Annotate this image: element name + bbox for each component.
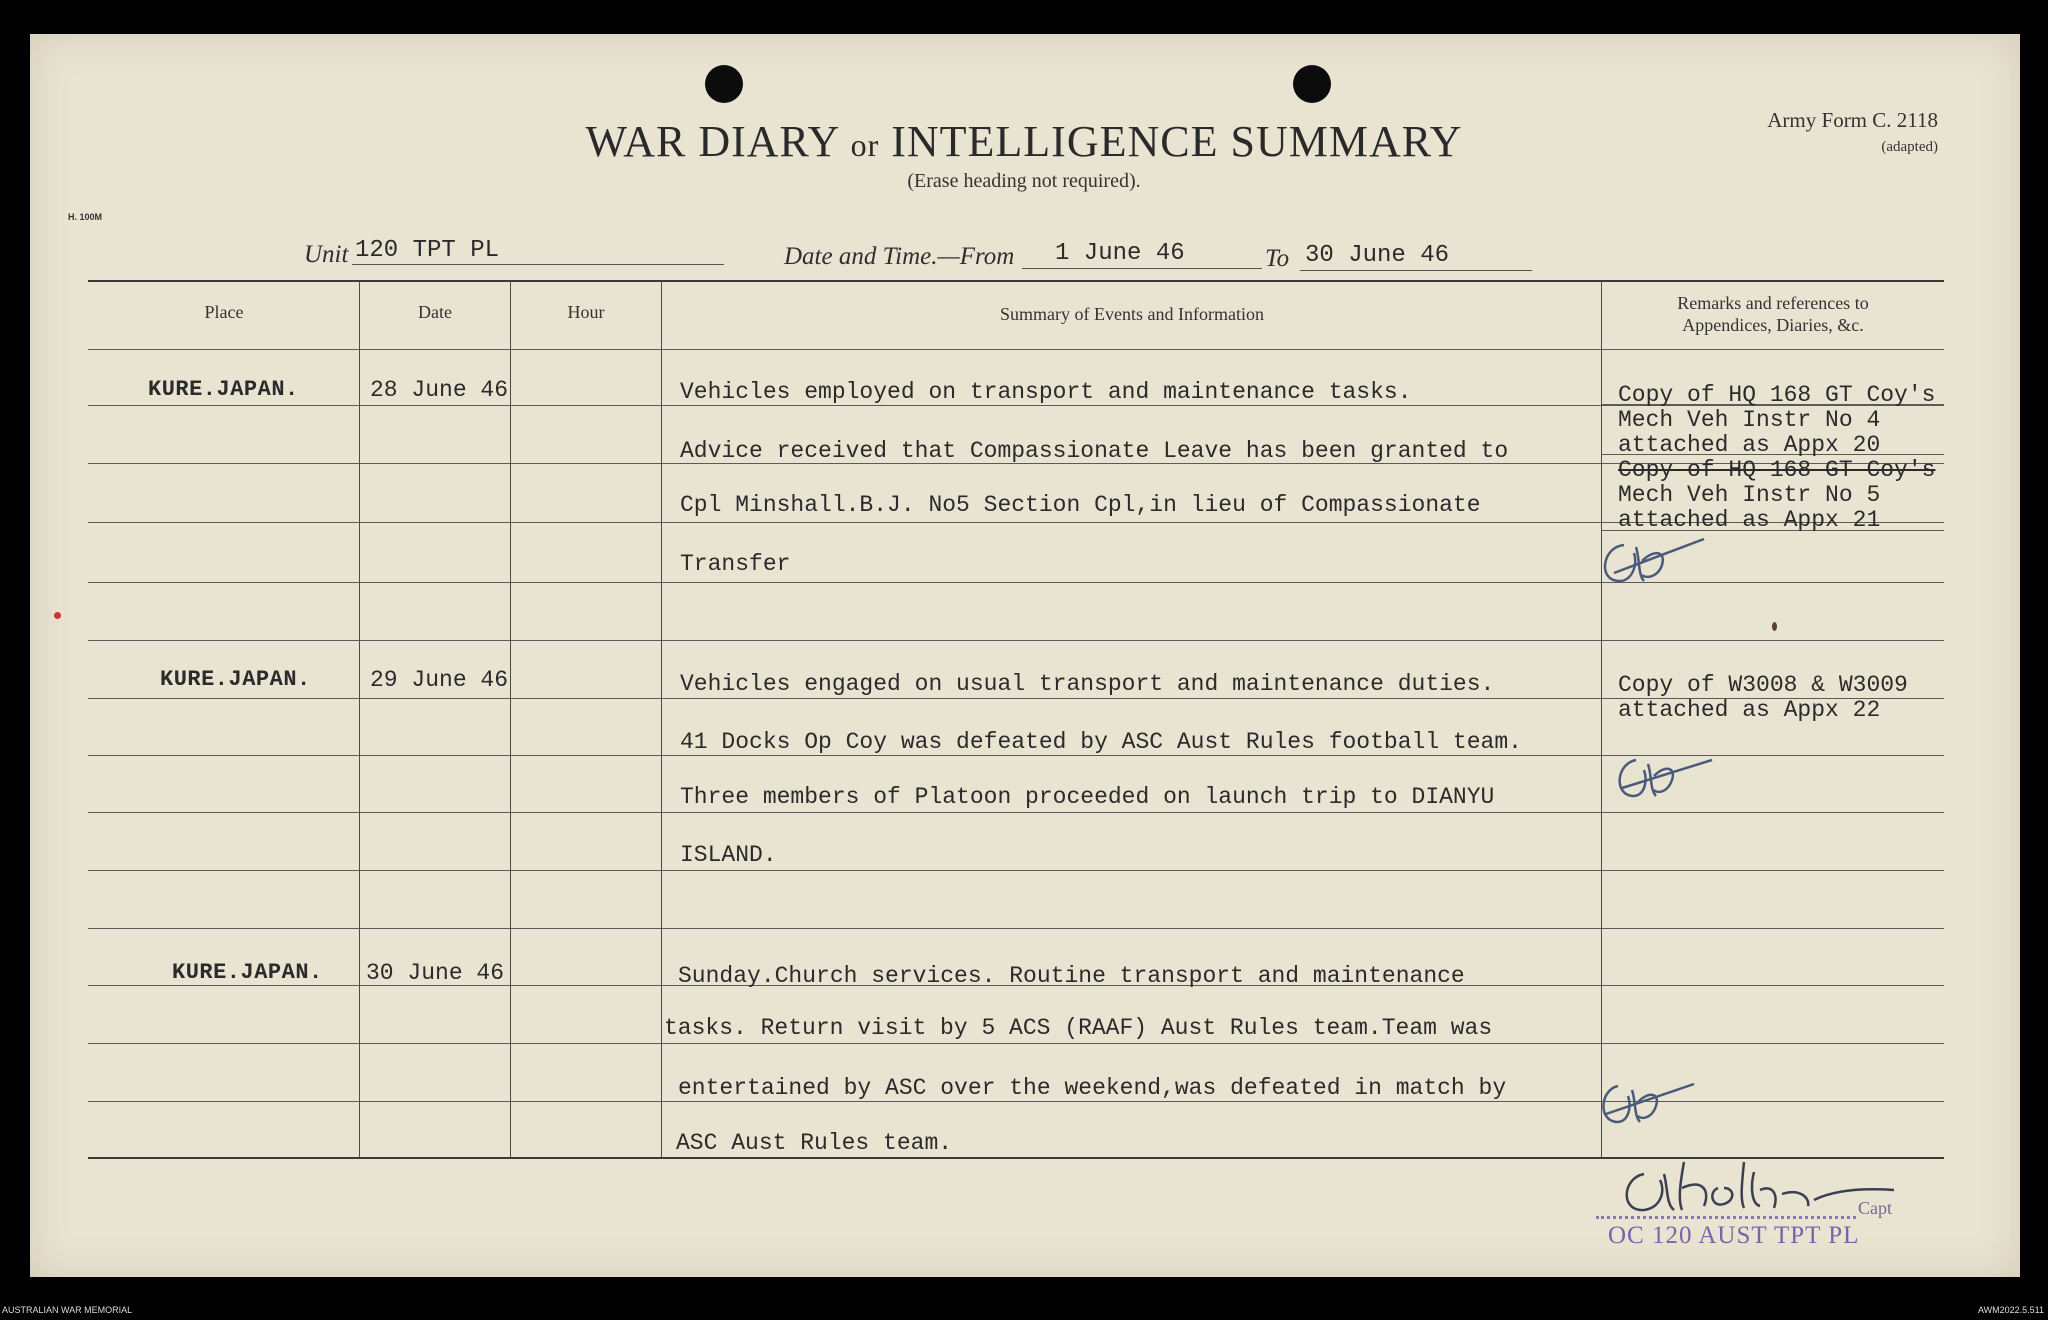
entry-1-line-2: Advice received that Compassionate Leave has been granted to bbox=[680, 438, 1509, 464]
footer-reference: AWM2022.5.511 bbox=[1977, 1305, 2044, 1315]
print-code: H. 100M bbox=[68, 212, 103, 222]
footer-institution: AUSTRALIAN WAR MEMORIAL bbox=[2, 1305, 133, 1315]
entry-1-remark-5: Mech Veh Instr No 5 bbox=[1618, 482, 1881, 508]
entry-1-date: 28 June 46 bbox=[370, 377, 509, 403]
entry-3-place: KURE.JAPAN. bbox=[172, 960, 323, 985]
unit-value: 120 TPT PL bbox=[355, 237, 500, 264]
initials-signature-1 bbox=[1594, 525, 1714, 595]
entry-2-line-4: ISLAND. bbox=[680, 842, 777, 868]
column-header-hour: Hour bbox=[567, 302, 605, 322]
column-header-summary: Summary of Events and Information bbox=[1000, 304, 1264, 324]
punch-hole-left bbox=[705, 65, 743, 103]
army-form-number: Army Form C. 2118 bbox=[1767, 108, 1938, 132]
initials-signature-3 bbox=[1590, 1066, 1700, 1136]
entry-3-line-2: tasks. Return visit by 5 ACS (RAAF) Aust Rules team.Team was bbox=[664, 1015, 1493, 1041]
date-to-label: To bbox=[1265, 245, 1290, 272]
entry-2-remark-1: Copy of W3008 & W3009 bbox=[1618, 672, 1908, 698]
signature-dotted-line bbox=[1596, 1216, 1856, 1219]
entry-1-remark-2: Mech Veh Instr No 4 bbox=[1618, 407, 1881, 433]
title-part-war-diary: WAR DIARY bbox=[585, 117, 839, 166]
entry-1-remark-6: attached as Appx 21 bbox=[1618, 507, 1881, 533]
entry-3-line-1: Sunday.Church services. Routine transport and maintenance bbox=[678, 963, 1465, 989]
entry-2-line-1: Vehicles engaged on usual transport and maintenance duties. bbox=[680, 671, 1495, 697]
unit-label: Unit bbox=[304, 241, 349, 268]
ruled-line bbox=[88, 812, 1944, 813]
column-divider-date bbox=[359, 281, 360, 1158]
unit-underline bbox=[352, 264, 724, 265]
title-or: or bbox=[850, 127, 880, 163]
ruled-line bbox=[88, 640, 1944, 641]
column-divider-hour bbox=[510, 281, 511, 1158]
remarks-header-line-2: Appendices, Diaries, &c. bbox=[1682, 315, 1864, 335]
ruled-line bbox=[88, 1043, 1944, 1044]
ruled-line bbox=[88, 870, 1944, 871]
entry-1-remark-4-struck: Copy of HQ 168 GT Coy's bbox=[1618, 457, 1936, 483]
date-from-underline bbox=[1022, 268, 1262, 269]
army-form-reference bbox=[1728, 108, 1938, 156]
entry-1-line-4: Transfer bbox=[680, 551, 791, 577]
entry-2-place: KURE.JAPAN. bbox=[160, 667, 311, 692]
entry-3-line-4: ASC Aust Rules team. bbox=[676, 1130, 953, 1156]
ruled-line bbox=[88, 928, 1944, 929]
punch-hole-right bbox=[1293, 65, 1331, 103]
column-divider-remarks bbox=[1601, 281, 1602, 1158]
entry-3-date: 30 June 46 bbox=[366, 960, 505, 986]
entry-1-remark-3: attached as Appx 20 bbox=[1618, 432, 1881, 458]
remarks-header-line-1: Remarks and references to bbox=[1677, 293, 1869, 313]
date-to-underline bbox=[1300, 270, 1532, 271]
ink-blot bbox=[1772, 622, 1777, 631]
title-part-intelligence-summary: INTELLIGENCE SUMMARY bbox=[891, 117, 1463, 166]
entry-2-date: 29 June 46 bbox=[370, 667, 509, 693]
column-header-date: Date bbox=[418, 302, 452, 322]
entry-2-line-2: 41 Docks Op Coy was defeated by ASC Aust Rules football team. bbox=[680, 729, 1522, 755]
entry-2-line-3: Three members of Platoon proceeded on launch trip to DIANYU bbox=[680, 784, 1495, 810]
column-header-place: Place bbox=[204, 302, 244, 322]
column-header-remarks bbox=[1602, 292, 1944, 336]
date-to-value: 30 June 46 bbox=[1305, 242, 1450, 269]
initials-signature-2 bbox=[1608, 742, 1718, 812]
form-subtitle: (Erase heading not required). bbox=[907, 170, 1141, 192]
ruled-line bbox=[88, 349, 1944, 350]
army-form-adapted: (adapted) bbox=[1881, 139, 1938, 155]
date-from-value: 1 June 46 bbox=[1055, 240, 1185, 267]
entry-1-line-1: Vehicles employed on transport and maintenance tasks. bbox=[680, 379, 1412, 405]
table-top-border bbox=[88, 280, 1944, 282]
red-mark bbox=[54, 612, 61, 619]
column-divider-summary bbox=[661, 281, 662, 1158]
entry-3-line-3: entertained by ASC over the weekend,was defeated in match by bbox=[678, 1075, 1507, 1101]
signature-rank: Capt bbox=[1858, 1198, 1892, 1218]
unit-stamp: OC 120 AUST TPT PL bbox=[1608, 1222, 1860, 1249]
entry-1-remark-1: Copy of HQ 168 GT Coy's bbox=[1618, 382, 1936, 408]
date-time-label: Date and Time.—From bbox=[784, 243, 1015, 270]
entry-2-remark-2: attached as Appx 22 bbox=[1618, 697, 1881, 723]
entry-1-place: KURE.JAPAN. bbox=[148, 377, 299, 402]
entry-1-line-3: Cpl Minshall.B.J. No5 Section Cpl,in lieu of Compassionate bbox=[680, 492, 1481, 518]
